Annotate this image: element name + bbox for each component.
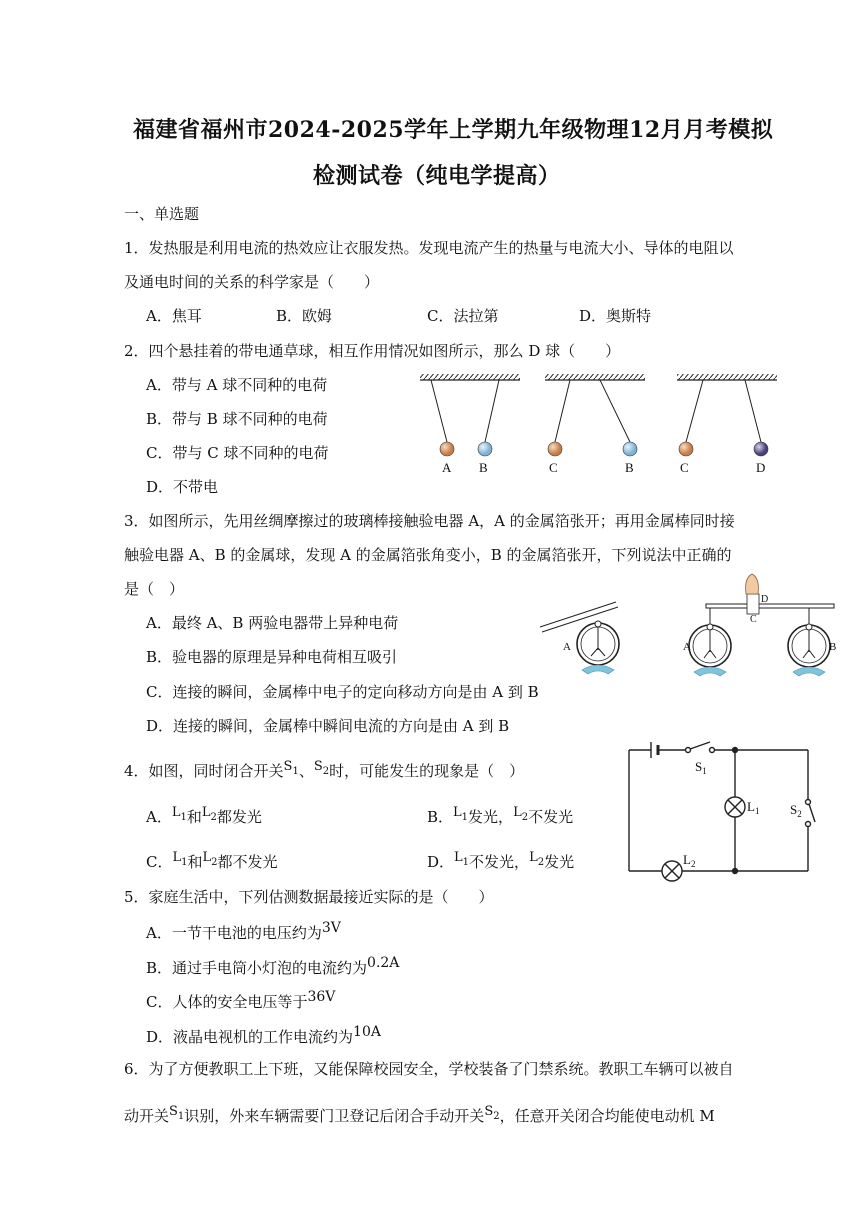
q2-option-b: B．带与 B 球不同种的电荷 [146,410,328,428]
ball-b-2 [623,442,637,456]
ball-c-2 [679,442,693,456]
q1-option-a: A．焦耳 [146,307,202,325]
ball-c [548,442,562,456]
q2-pith-ball-figure [415,372,785,482]
q1-option-d: D．奥斯特 [579,307,652,325]
q3-option-a: A．最终 A、B 两验电器带上异种电荷 [146,614,399,632]
label-d: D [761,594,769,605]
page-title-line1: 福建省福州市2024-2025学年上学期九年级物理12月月考模拟 [133,117,774,143]
support-bar-ab [420,374,520,380]
ball-b [478,442,492,456]
ball-a [440,442,454,456]
q4-option-a: A．$L^1$和$L^2$都发光 [146,805,262,826]
label-c-2: C [680,460,689,475]
s1-symbol: S [283,759,293,774]
circuit-s2-label: $S_2$ [790,802,802,819]
q2-option-d: D．不带电 [146,478,219,496]
q5-option-a: A．一节干电池的电压约为3V [146,920,341,942]
q2-stem: 2．四个悬挂着的带电通草球，相互作用情况如图所示，那么 D 球（ ） [124,342,621,360]
circuit-s1-label: $S_1$ [695,759,707,776]
electroscope-a-left [563,621,619,674]
electroscope-b [788,608,836,676]
ball-d [754,442,768,456]
q3-stem-line3: 是（ ） [124,580,185,598]
label-a-right: A [683,641,691,653]
q4-option-b: B．$L^1$发光，$L^2$不发光 [427,805,574,826]
q5-option-b: B．通过手电筒小灯泡的电流约为0.2A [146,955,400,977]
q2-option-a: A．带与 A 球不同种的电荷 [146,376,328,394]
q4-option-d: D．$L^1$不发光，$L^2$发光 [427,850,575,871]
q1-option-c: C．法拉第 [427,307,499,325]
q1-option-b: B．欧姆 [276,307,333,325]
q3-option-d: D．连接的瞬间，金属棒中瞬间电流的方向是由 A 到 B [146,717,510,735]
s2-symbol: S [313,759,323,774]
label-b-2: B [625,460,634,475]
label-c: C [750,614,757,625]
q3-electroscope-figure [538,572,838,682]
q4-circuit-diagram [625,740,840,880]
circuit-l2-label: $L_2$ [683,852,696,869]
support-bar-cd [677,374,777,380]
circuit-l1-label: $L_1$ [747,799,760,816]
q6-stem-line1: 6．为了方便教职工上下班，又能保障校园安全，学校装备了门禁系统。教职工车辆可以被自 [124,1060,734,1078]
q5-option-d: D．液晶电视机的工作电流约为10A [146,1024,381,1046]
q4-stem: 4．如图，同时闭合开关$S^1$、$S^2$时，可能发生的现象是（ ） [124,759,525,780]
q3-option-b: B．验电器的原理是异种电荷相互吸引 [146,648,398,666]
q4-option-c: C．$L^1$和$L^2$都不发光 [146,850,278,871]
q1-stem-line2: 及通电时间的关系的科学家是（ ） [124,273,380,291]
page-title-line2: 检测试卷（纯电学提高） [313,163,561,189]
q3-stem-line1: 3．如图所示，先用丝绸摩擦过的玻璃棒接触验电器 A，A 的金属箔张开；再用金属棒同时接 [124,512,735,530]
q6-stem-line2: 动开关$S^1$识别，外来车辆需要门卫登记后闭合手动开关$S^2$，任意开关闭合均能使电动机 M [124,1104,715,1125]
label-c: C [549,460,558,475]
q2-option-c: C．带与 C 球不同种的电荷 [146,444,329,462]
support-bar-cb [545,374,645,380]
q1-stem-line1: 1．发热服是利用电流的热效应让衣服发热。发现电流产生的热量与电流大小、导体的电阻以 [124,239,734,257]
q5-stem: 5．家庭生活中，下列估测数据最接近实际的是（ ） [124,888,494,906]
label-a: A [442,460,452,475]
q5-option-c: C．人体的安全电压等于36V [146,989,336,1011]
label-d: D [756,460,766,475]
section-heading: 一、单选题 [124,205,200,223]
label-b: B [479,460,488,475]
q3-option-c: C．连接的瞬间，金属棒中电子的定向移动方向是由 A 到 B [146,683,539,701]
electroscope-a-right [683,608,731,676]
q3-stem-line2: 触验电器 A、B 的金属球，发现 A 的金属箔张角变小，B 的金属箔张开，下列说法中正确的 [124,546,732,564]
label-a-left: A [563,641,571,653]
label-b: B [829,641,837,653]
